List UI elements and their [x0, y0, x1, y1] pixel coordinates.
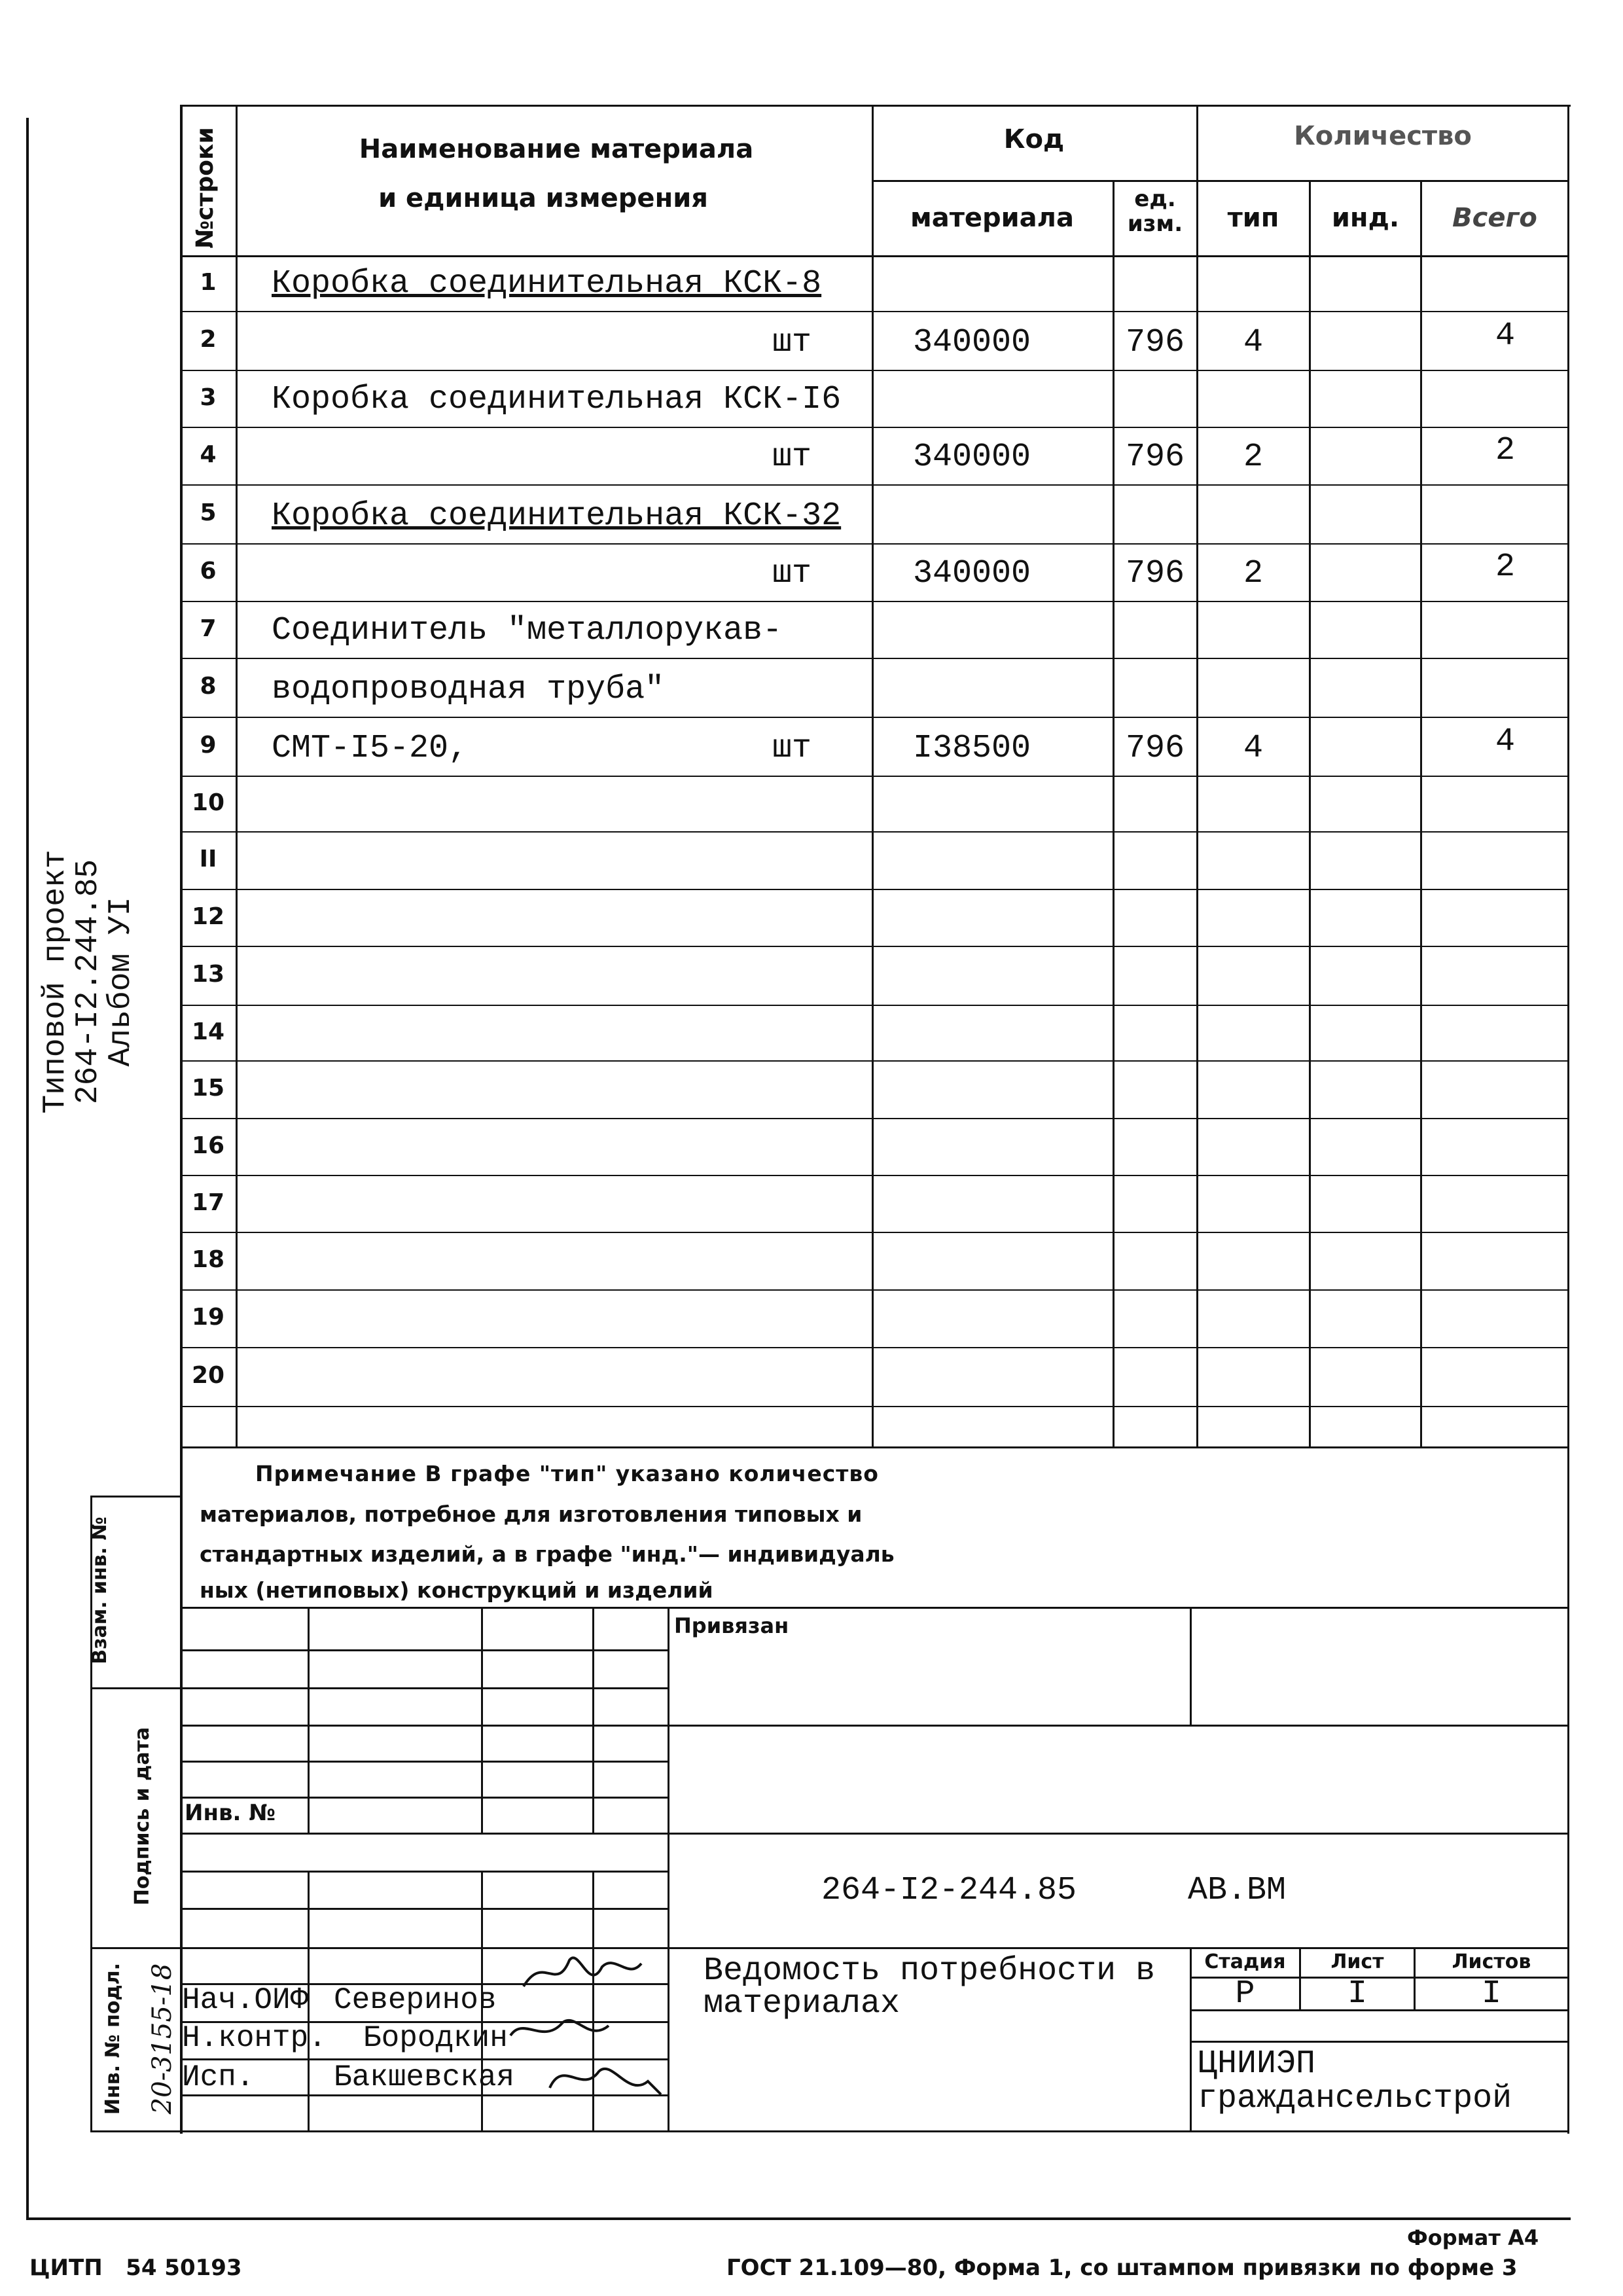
row-divider	[180, 1406, 1569, 1407]
row-name: СМТ-I5-20,	[272, 730, 469, 767]
row-divider	[180, 484, 1569, 486]
note-line2: материалов, потребное для изготовления типовых и	[200, 1501, 863, 1527]
table-bottom-line	[180, 1446, 1569, 1448]
row-number: 14	[191, 1018, 225, 1045]
quantity-header: Количество	[1294, 121, 1472, 151]
podpis-label: Подпись и дата	[131, 1727, 154, 1906]
row-name: Коробка соединительная КСК-32	[272, 497, 842, 535]
row-divider	[180, 658, 1569, 659]
row-unit-code: 796	[1125, 324, 1185, 361]
row-number: 2	[200, 326, 217, 353]
role-2-label: Н.контр.	[182, 2021, 327, 2055]
sheet-label: Лист	[1330, 1950, 1384, 1973]
sheets-value: I	[1481, 1975, 1501, 2013]
row-divider	[180, 831, 1569, 833]
row-material-code: 340000	[913, 324, 1031, 361]
row-qty-total: 4	[1495, 723, 1515, 761]
vzam-label: Взам. инв. №	[88, 1516, 111, 1664]
row-qty-type: 2	[1243, 439, 1263, 476]
footer-left: ЦИТП 54 50193	[29, 2255, 242, 2281]
row-number: 7	[200, 615, 217, 642]
outer-left-border	[26, 118, 29, 2219]
row-divider	[180, 1347, 1569, 1348]
row-number: 5	[200, 499, 217, 526]
document-mark: АВ.ВМ	[1188, 1872, 1287, 1909]
row-divider	[180, 717, 1569, 718]
row-divider	[180, 427, 1569, 428]
frame-right-border	[1567, 105, 1569, 2134]
stage-value: Р	[1235, 1975, 1255, 2013]
organization-line1: ЦНИИЭП	[1198, 2045, 1316, 2083]
row-number: 13	[191, 961, 225, 988]
row-divider	[180, 311, 1569, 312]
note-line4: ных (нетиповых) конструкций и изделий	[200, 1577, 713, 1603]
row-unit-code: 796	[1125, 555, 1185, 592]
code-header: Код	[1003, 124, 1065, 154]
row-divider	[180, 1175, 1569, 1176]
row-number: 12	[191, 903, 225, 930]
row-material-code: 340000	[913, 555, 1031, 592]
side-title-line3: Альбом УI	[103, 897, 139, 1067]
document-title-line2: материалах	[704, 1985, 901, 2022]
row-number: 20	[191, 1362, 225, 1389]
footer-right: ГОСТ 21.109—80, Форма 1, со штампом привязки по форме 3	[726, 2255, 1518, 2281]
row-number-header: №строки	[192, 127, 219, 249]
inv-podl-value: 20-3155-18	[147, 1963, 177, 2115]
note-line3: стандартных изделий, а в графе "инд."— индивидуаль	[200, 1541, 895, 1567]
name-header-line1: Наименование материала	[359, 134, 754, 164]
code-material-header: материала	[910, 203, 1074, 233]
role-2-person: Бородкин	[363, 2021, 508, 2055]
row-number: 8	[200, 673, 217, 700]
side-title-line2: 264-I2.244.85	[71, 859, 106, 1105]
side-title-line1: Типовой проект	[38, 850, 73, 1114]
sheet-value: I	[1347, 1975, 1367, 2013]
row-divider	[180, 1060, 1569, 1062]
role-3-label: Исп.	[182, 2060, 255, 2094]
row-divider	[180, 601, 1569, 602]
row-number: II	[199, 846, 217, 872]
format-label: Формат А4	[1407, 2225, 1539, 2250]
frame-top-border	[180, 105, 1571, 107]
inv-no-label: Инв. №	[185, 1800, 276, 1826]
row-unit: шт	[772, 439, 812, 476]
row-divider	[180, 776, 1569, 777]
sheets-label: Листов	[1452, 1950, 1531, 1973]
role-1-person: Северинов	[334, 1983, 497, 2017]
row-unit: шт	[772, 324, 812, 361]
row-number: 15	[191, 1075, 225, 1102]
row-unit-code: 796	[1125, 439, 1185, 476]
row-qty-total: 2	[1495, 548, 1515, 586]
row-unit: шт	[772, 555, 812, 592]
signature-3	[543, 2055, 668, 2108]
organization-line2: граждансельстрой	[1198, 2080, 1512, 2117]
row-divider	[180, 1289, 1569, 1291]
row-number: 4	[200, 441, 217, 468]
signature-2	[504, 2009, 615, 2055]
role-3-person: Бакшевская	[334, 2060, 515, 2094]
role-1-label: Нач.ОИФ	[182, 1983, 309, 2017]
row-name: Коробка соединительная КСК-I6	[272, 381, 842, 418]
row-name: Соединитель "металлорукав-	[272, 612, 783, 649]
row-qty-type: 4	[1243, 324, 1263, 361]
row-unit: шт	[772, 730, 812, 767]
row-number: 17	[191, 1189, 225, 1216]
document-code: 264-I2-244.85	[821, 1872, 1077, 1909]
signature-1	[517, 1947, 648, 2000]
row-number: 18	[191, 1246, 225, 1273]
row-divider	[180, 1118, 1569, 1119]
row-name: водопроводная труба"	[272, 671, 665, 708]
row-qty-total: 2	[1495, 432, 1515, 469]
row-divider	[180, 543, 1569, 545]
name-header-line2: и единица измерения	[378, 183, 708, 213]
row-divider	[180, 889, 1569, 890]
row-number: 9	[200, 732, 217, 759]
note-line1: Примечание В графе "тип" указано количество	[255, 1461, 879, 1486]
document-title-line1: Ведомость потребности в	[704, 1952, 1156, 1990]
row-name: Коробка соединительная КСК-8	[272, 265, 822, 302]
row-qty-type: 2	[1243, 555, 1263, 592]
outer-bottom-border	[26, 2217, 1571, 2220]
row-divider	[180, 370, 1569, 371]
row-number: 19	[191, 1304, 225, 1331]
inv-podl-label: Инв. № подл.	[101, 1962, 124, 2115]
row-qty-type: 4	[1243, 730, 1263, 767]
qty-type-header: тип	[1227, 203, 1279, 233]
code-unit-header: ед. изм.	[1127, 186, 1183, 237]
row-number: 10	[191, 789, 225, 816]
row-material-code: 340000	[913, 439, 1031, 476]
qty-total-header: Всего	[1452, 203, 1537, 233]
row-number: 16	[191, 1132, 225, 1159]
linked-label: Привязан	[674, 1613, 789, 1638]
row-material-code: I38500	[913, 730, 1031, 767]
row-divider	[180, 946, 1569, 947]
qty-ind-header: инд.	[1331, 203, 1400, 233]
stage-label: Стадия	[1204, 1950, 1286, 1973]
row-number: 1	[200, 268, 217, 296]
row-qty-total: 4	[1495, 317, 1515, 355]
row-divider	[180, 1232, 1569, 1233]
row-number: 3	[200, 384, 217, 411]
row-number: 6	[200, 558, 217, 584]
row-divider	[180, 1005, 1569, 1006]
side-title	[39, 785, 157, 1178]
row-unit-code: 796	[1125, 730, 1185, 767]
